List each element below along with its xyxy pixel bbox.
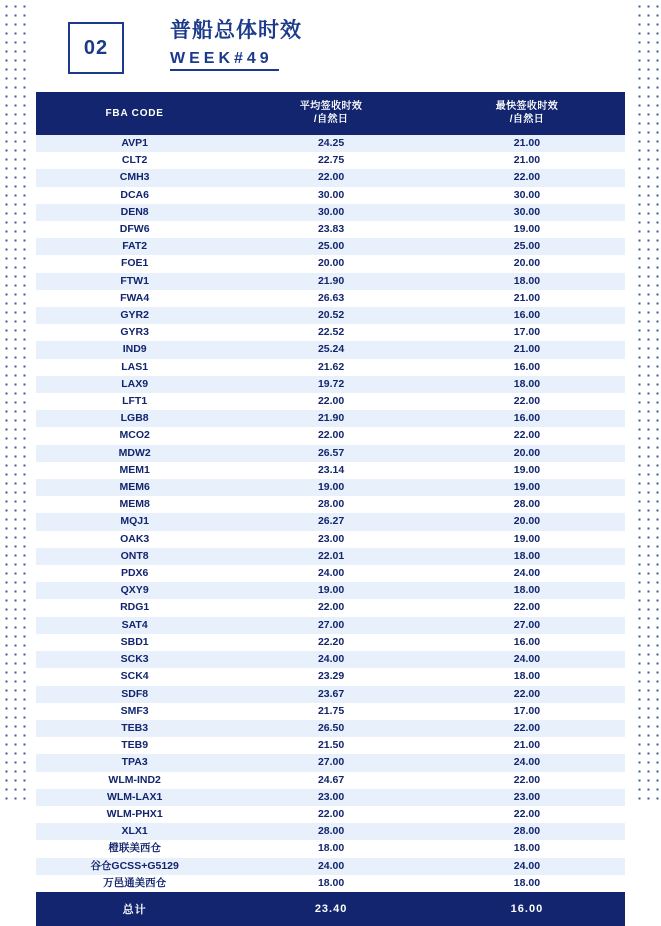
table-row (36, 152, 625, 169)
cell-fba-code: WLM-IND2 (36, 772, 233, 789)
cell-average-days: 21.50 (233, 737, 429, 754)
table-row (36, 187, 625, 204)
table-row (36, 427, 625, 444)
cell-fastest-days: 18.00 (429, 668, 625, 685)
column-header-fba-code (36, 92, 233, 135)
table-header-row (36, 92, 625, 135)
title-group (170, 18, 302, 71)
table-header (36, 92, 625, 135)
column-header-fastest-label: 最快签收时效 (495, 101, 559, 112)
cell-fastest-days: 21.00 (429, 135, 625, 152)
table-row (36, 393, 625, 410)
cell-fastest-days: 30.00 (429, 204, 625, 221)
cell-fastest-days: 22.00 (429, 806, 625, 823)
cell-fba-code: XLX1 (36, 823, 233, 840)
cell-fastest-days: 30.00 (429, 187, 625, 204)
cell-fastest-days: 24.00 (429, 858, 625, 875)
cell-fba-code: LGB8 (36, 410, 233, 427)
table-row (36, 273, 625, 290)
cell-average-days: 26.57 (233, 445, 429, 462)
table-row (36, 324, 625, 341)
cell-average-days: 21.62 (233, 359, 429, 376)
cell-fastest-days: 18.00 (429, 875, 625, 892)
cell-fastest-days: 20.00 (429, 445, 625, 462)
cell-fastest-days: 19.00 (429, 531, 625, 548)
cell-average-days: 22.00 (233, 599, 429, 616)
cell-fastest-days: 21.00 (429, 152, 625, 169)
cell-fastest-days: 17.00 (429, 703, 625, 720)
cell-fba-code: TEB3 (36, 720, 233, 737)
table-row (36, 772, 625, 789)
cell-fba-code: SBD1 (36, 634, 233, 651)
cell-average-days: 24.67 (233, 772, 429, 789)
cell-fba-code: SDF8 (36, 686, 233, 703)
cell-fba-code: LFT1 (36, 393, 233, 410)
cell-average-days: 21.90 (233, 273, 429, 290)
cell-fba-code: SCK3 (36, 651, 233, 668)
cell-average-days: 19.00 (233, 582, 429, 599)
cell-fastest-days: 20.00 (429, 513, 625, 530)
cell-average-days: 22.01 (233, 548, 429, 565)
table-row (36, 582, 625, 599)
table-row (36, 806, 625, 823)
cell-fba-code: SCK4 (36, 668, 233, 685)
page-subtitle: WEEK#49 (170, 50, 273, 67)
cell-fba-code: GYR2 (36, 307, 233, 324)
cell-fastest-days: 27.00 (429, 617, 625, 634)
column-header-fba-code-label: FBA CODE (105, 107, 164, 119)
cell-average-days: 28.00 (233, 496, 429, 513)
cell-average-days: 30.00 (233, 204, 429, 221)
table-row (36, 204, 625, 221)
table-row (36, 479, 625, 496)
cell-fba-code: SMF3 (36, 703, 233, 720)
table-row (36, 548, 625, 565)
cell-fastest-days: 16.00 (429, 410, 625, 427)
cell-average-days: 26.50 (233, 720, 429, 737)
cell-fba-code: FAT2 (36, 238, 233, 255)
cell-fba-code: TEB9 (36, 737, 233, 754)
cell-average-days: 18.00 (233, 875, 429, 892)
cell-average-days: 19.00 (233, 479, 429, 496)
cell-fba-code: DEN8 (36, 204, 233, 221)
cell-fastest-days: 25.00 (429, 238, 625, 255)
cell-fba-code: MEM6 (36, 479, 233, 496)
cell-average-days: 20.52 (233, 307, 429, 324)
table-row (36, 135, 625, 152)
cell-fastest-days: 22.00 (429, 393, 625, 410)
cell-fastest-days: 18.00 (429, 548, 625, 565)
cell-fba-code: FTW1 (36, 273, 233, 290)
cell-average-days: 21.75 (233, 703, 429, 720)
cell-fastest-days: 22.00 (429, 427, 625, 444)
table-row (36, 359, 625, 376)
cell-fba-code: QXY9 (36, 582, 233, 599)
cell-average-days: 23.29 (233, 668, 429, 685)
table-footer (36, 892, 625, 926)
table-row (36, 840, 625, 857)
cell-fba-code: LAX9 (36, 376, 233, 393)
table-row (36, 634, 625, 651)
table-row (36, 737, 625, 754)
header (30, 0, 631, 90)
total-average: 23.40 (233, 892, 429, 926)
cell-fastest-days: 21.00 (429, 341, 625, 358)
cell-average-days: 23.83 (233, 221, 429, 238)
cell-fba-code: 谷仓GCSS+G5129 (36, 858, 233, 875)
cell-fastest-days: 18.00 (429, 376, 625, 393)
table-row (36, 221, 625, 238)
cell-average-days: 24.00 (233, 565, 429, 582)
cell-average-days: 22.52 (233, 324, 429, 341)
cell-fba-code: WLM-LAX1 (36, 789, 233, 806)
cell-fastest-days: 22.00 (429, 686, 625, 703)
cell-fastest-days: 24.00 (429, 651, 625, 668)
table-row (36, 513, 625, 530)
cell-fastest-days: 22.00 (429, 599, 625, 616)
table-row (36, 565, 625, 582)
cell-fba-code: DCA6 (36, 187, 233, 204)
table-row (36, 445, 625, 462)
cell-fastest-days: 19.00 (429, 479, 625, 496)
cell-fastest-days: 21.00 (429, 737, 625, 754)
cell-fastest-days: 16.00 (429, 634, 625, 651)
table-row (36, 410, 625, 427)
cell-fba-code: DFW6 (36, 221, 233, 238)
table-row (36, 686, 625, 703)
table-row (36, 307, 625, 324)
cell-fba-code: MEM8 (36, 496, 233, 513)
cell-average-days: 24.00 (233, 858, 429, 875)
table-row (36, 255, 625, 272)
cell-fba-code: PDX6 (36, 565, 233, 582)
table-row (36, 720, 625, 737)
cell-average-days: 26.27 (233, 513, 429, 530)
cell-fba-code: FOE1 (36, 255, 233, 272)
table-row (36, 531, 625, 548)
cell-fba-code: MQJ1 (36, 513, 233, 530)
cell-average-days: 22.20 (233, 634, 429, 651)
cell-average-days: 21.90 (233, 410, 429, 427)
column-header-average-label: 平均签收时效 (299, 101, 363, 112)
table-row (36, 376, 625, 393)
cell-fastest-days: 19.00 (429, 462, 625, 479)
table-row (36, 462, 625, 479)
table-row (36, 341, 625, 358)
cell-fastest-days: 17.00 (429, 324, 625, 341)
cell-fastest-days: 18.00 (429, 840, 625, 857)
table-row (36, 169, 625, 186)
table-total-row (36, 892, 625, 926)
cell-fba-code: LAS1 (36, 359, 233, 376)
cell-fastest-days: 22.00 (429, 169, 625, 186)
cell-fba-code: FWA4 (36, 290, 233, 307)
section-number-box (68, 22, 124, 74)
cell-fba-code: CLT2 (36, 152, 233, 169)
cell-fba-code: ONT8 (36, 548, 233, 565)
cell-average-days: 30.00 (233, 187, 429, 204)
table-row (36, 599, 625, 616)
table-body (36, 135, 625, 892)
cell-fastest-days: 22.00 (429, 772, 625, 789)
table-row (36, 875, 625, 892)
cell-fastest-days: 28.00 (429, 496, 625, 513)
dot-pattern-left-decoration (0, 0, 28, 801)
cell-average-days: 28.00 (233, 823, 429, 840)
table-row (36, 858, 625, 875)
cell-fastest-days: 19.00 (429, 221, 625, 238)
cell-average-days: 19.72 (233, 376, 429, 393)
cell-average-days: 23.67 (233, 686, 429, 703)
table-row (36, 496, 625, 513)
cell-average-days: 23.14 (233, 462, 429, 479)
cell-fba-code: 万邑通美西仓 (36, 875, 233, 892)
content-area (30, 0, 631, 916)
total-fastest: 16.00 (429, 892, 625, 926)
cell-fastest-days: 16.00 (429, 359, 625, 376)
cell-fba-code: IND9 (36, 341, 233, 358)
cell-fastest-days: 21.00 (429, 290, 625, 307)
table-row (36, 668, 625, 685)
cell-average-days: 18.00 (233, 840, 429, 857)
column-header-fastest-sub: /自然日 (509, 114, 545, 125)
cell-average-days: 25.00 (233, 238, 429, 255)
cell-average-days: 23.00 (233, 531, 429, 548)
cell-fba-code: RDG1 (36, 599, 233, 616)
cell-average-days: 24.00 (233, 651, 429, 668)
cell-fastest-days: 16.00 (429, 307, 625, 324)
cell-fastest-days: 18.00 (429, 273, 625, 290)
cell-fastest-days: 28.00 (429, 823, 625, 840)
cell-fba-code: SAT4 (36, 617, 233, 634)
cell-fastest-days: 24.00 (429, 565, 625, 582)
cell-fastest-days: 18.00 (429, 582, 625, 599)
table-row (36, 651, 625, 668)
cell-fastest-days: 24.00 (429, 754, 625, 771)
cell-fastest-days: 20.00 (429, 255, 625, 272)
cell-average-days: 26.63 (233, 290, 429, 307)
cell-average-days: 24.25 (233, 135, 429, 152)
cell-fba-code: WLM-PHX1 (36, 806, 233, 823)
section-number: 02 (83, 36, 109, 59)
table-row (36, 789, 625, 806)
table-row (36, 290, 625, 307)
table-row (36, 823, 625, 840)
cell-fba-code: MCO2 (36, 427, 233, 444)
cell-fastest-days: 22.00 (429, 720, 625, 737)
cell-fba-code: GYR3 (36, 324, 233, 341)
cell-fba-code: 橙联美西仓 (36, 840, 233, 857)
cell-fba-code: MEM1 (36, 462, 233, 479)
cell-average-days: 25.24 (233, 341, 429, 358)
cell-fba-code: OAK3 (36, 531, 233, 548)
cell-average-days: 22.00 (233, 427, 429, 444)
table-row (36, 617, 625, 634)
subtitle-wrapper (170, 50, 273, 71)
cell-fba-code: CMH3 (36, 169, 233, 186)
dot-pattern-right-decoration (633, 0, 661, 801)
table-row (36, 703, 625, 720)
cell-average-days: 23.00 (233, 789, 429, 806)
page-title: 普船总体时效 (170, 19, 302, 42)
cell-average-days: 27.00 (233, 754, 429, 771)
cell-average-days: 22.75 (233, 152, 429, 169)
table-row (36, 238, 625, 255)
cell-average-days: 20.00 (233, 255, 429, 272)
cell-average-days: 22.00 (233, 806, 429, 823)
cell-fba-code: MDW2 (36, 445, 233, 462)
title-underline-decoration (170, 69, 279, 71)
total-label: 总计 (36, 892, 233, 926)
column-header-fastest (429, 92, 625, 135)
cell-fba-code: AVP1 (36, 135, 233, 152)
cell-average-days: 22.00 (233, 169, 429, 186)
cell-average-days: 22.00 (233, 393, 429, 410)
cell-fba-code: TPA3 (36, 754, 233, 771)
column-header-average (233, 92, 429, 135)
column-header-average-sub: /自然日 (313, 114, 349, 125)
table-row (36, 754, 625, 771)
cell-fastest-days: 23.00 (429, 789, 625, 806)
cell-average-days: 27.00 (233, 617, 429, 634)
